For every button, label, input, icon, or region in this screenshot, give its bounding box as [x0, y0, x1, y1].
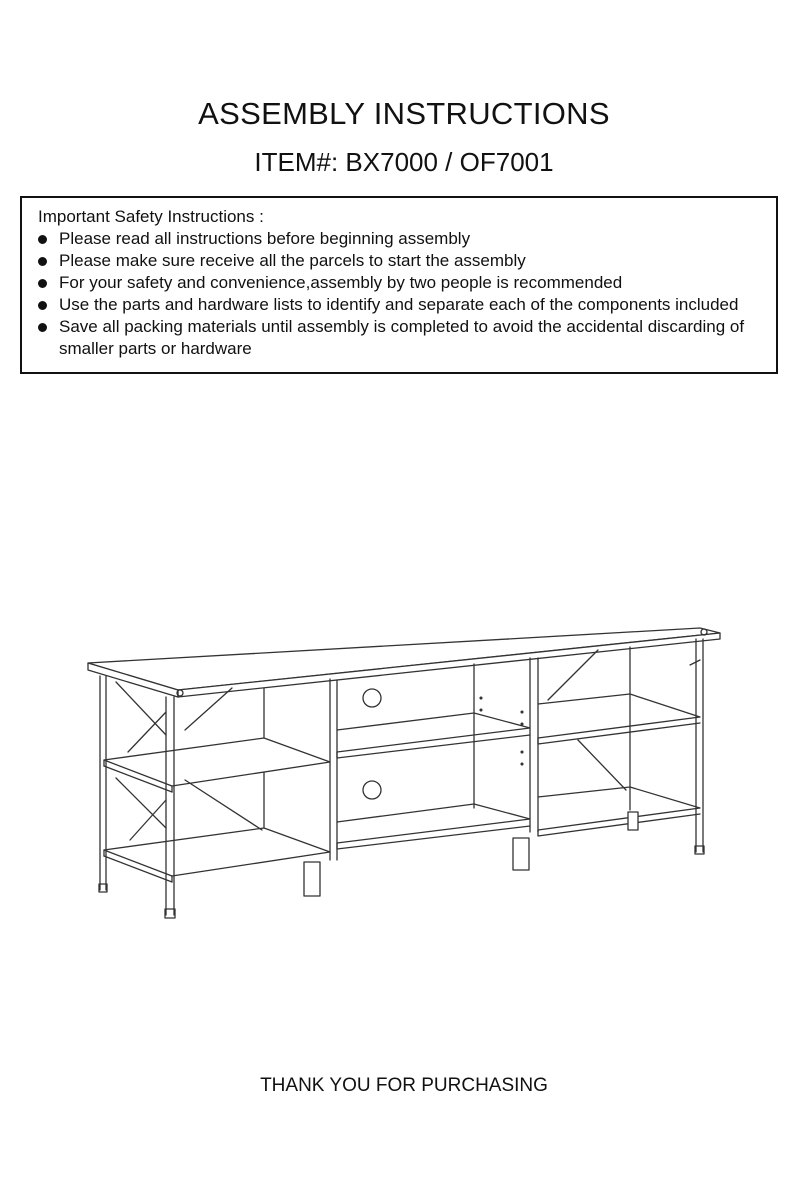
safety-item [38, 272, 770, 294]
safety-instructions-box [20, 196, 778, 374]
safety-item-text: Please read all instructions before beginning assembly [59, 229, 471, 248]
item-number: ITEM#: BX7000 / OF7001 [254, 147, 554, 177]
safety-item [38, 250, 770, 272]
bullet-icon [38, 323, 47, 332]
bullet-icon [38, 279, 47, 288]
page-title: ASSEMBLY INSTRUCTIONS [198, 96, 610, 131]
safety-item-text: Please make sure receive all the parcels to start the assembly [59, 251, 526, 270]
safety-item-text: Save all packing materials until assembly is completed to avoid the accidental discarding of smaller parts or hardware [59, 317, 745, 358]
tv-stand-illustration [80, 600, 730, 930]
bullet-icon [38, 257, 47, 266]
bullet-icon [38, 235, 47, 244]
safety-item [38, 294, 770, 316]
safety-item [38, 228, 770, 250]
safety-heading: Important Safety Instructions : [38, 207, 264, 226]
top-board [88, 628, 720, 697]
safety-item-text: For your safety and convenience,assembly by two people is recommended [59, 273, 623, 292]
bullet-icon [38, 301, 47, 310]
cabinet-feet [304, 812, 638, 896]
safety-item [38, 316, 770, 360]
thank-you-footer: THANK YOU FOR PURCHASING [260, 1075, 548, 1096]
safety-list [38, 228, 770, 360]
safety-item-text: Use the parts and hardware lists to identify and separate each of the components included [59, 295, 739, 314]
